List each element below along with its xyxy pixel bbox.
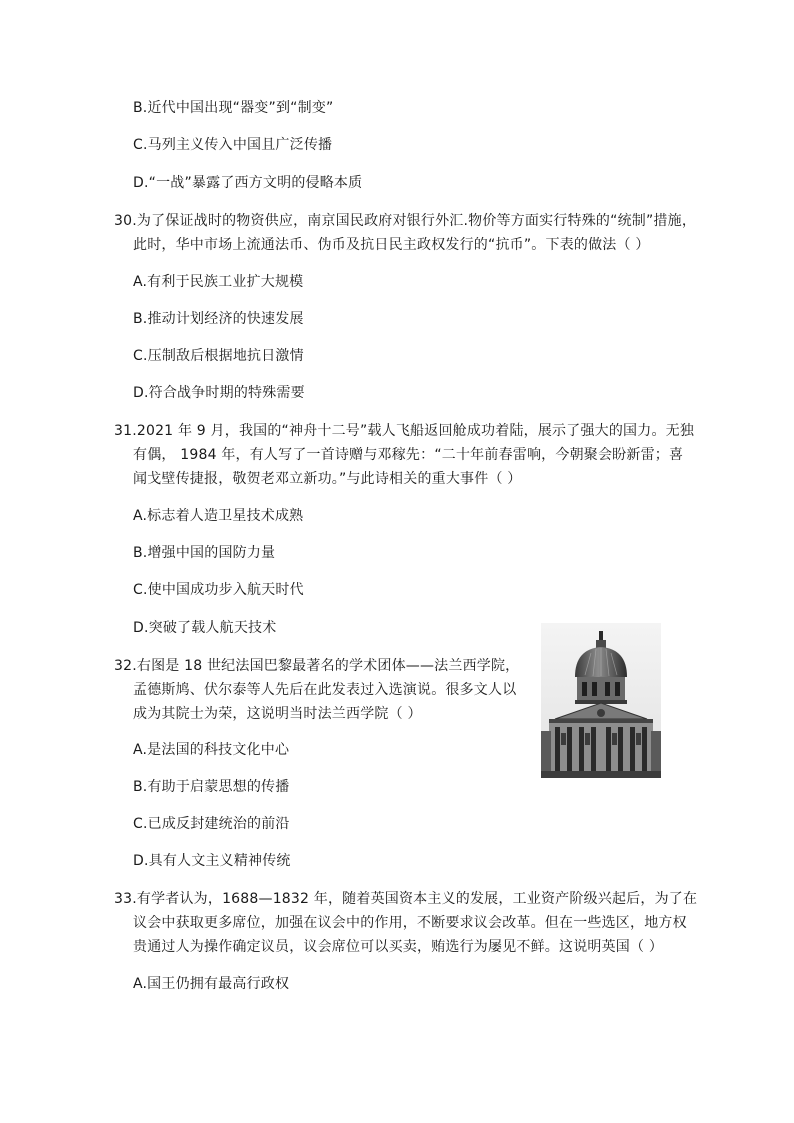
- q32-option-b: B.有助于启蒙思想的传播: [133, 779, 290, 795]
- q31-option-a: A.标志着人造卫星技术成熟: [133, 508, 304, 524]
- q32-option-d: D.具有人文主义精神传统: [133, 853, 291, 869]
- q30-option-d: D.符合战争时期的特殊需要: [133, 385, 305, 401]
- q30-option-c: C.压制敌后根据地抗日激情: [133, 348, 304, 364]
- q32-option-c: C.已成反封建统治的前沿: [133, 816, 290, 832]
- q31-stem-line2: 有偶， 1984 年，有人写了一首诗赠与邓稼先：“二十年前春雷响，今朝聚会盼新雷；喜: [133, 447, 684, 463]
- q33-stem-line3: 贵通过人为操作确定议员，议会席位可以买卖，贿选行为屡见不鲜。这说明英国（ ）: [133, 939, 664, 955]
- q31-option-c: C.使中国成功步入航天时代: [133, 582, 304, 598]
- q30-option-b: B.推动计划经济的快速发展: [133, 311, 304, 327]
- q31-stem-line1: 31.2021 年 9 月，我国的“神舟十二号”载人飞船返回舱成功着陆，展示了强大的国力。无独: [114, 423, 695, 439]
- q31-option-d: D.突破了载人航天技术: [133, 620, 277, 636]
- q32-stem-line2: 孟德斯鸠、伏尔泰等人先后在此发表过入选演说。很多文人以: [133, 682, 517, 698]
- q32-stem-line1: 32.右图是 18 世纪法国巴黎最著名的学术团体——法兰西学院，: [114, 658, 520, 674]
- q30-option-a: A.有利于民族工业扩大规模: [133, 274, 304, 290]
- q29-option-d: D.“一战”暴露了西方文明的侵略本质: [133, 175, 363, 191]
- q29-option-c: C.马列主义传入中国且广泛传播: [133, 137, 333, 153]
- q29-option-b: B.近代中国出现“器变”到“制变”: [133, 100, 334, 116]
- q32-option-a: A.是法国的科技文化中心: [133, 742, 290, 758]
- q33-option-a: A.国王仍拥有最高行政权: [133, 976, 290, 992]
- q30-stem-line1: 30.为了保证战时的物资供应，南京国民政府对银行外汇.物价等方面实行特殊的“统制”措施，: [114, 213, 697, 229]
- q31-option-b: B.增强中国的国防力量: [133, 545, 276, 561]
- institut-de-france-photo: [541, 623, 661, 778]
- q33-stem-line1: 33.有学者认为，1688—1832 年，随着英国资本主义的发展，工业资产阶级兴起后，为了在: [114, 891, 698, 907]
- q32-stem-line3: 成为其院士为荣，这说明当时法兰西学院（ ）: [133, 706, 422, 722]
- q31-stem-line3: 闻戈壁传捷报，敬贺老邓立新功。”与此诗相关的重大事件（ ）: [133, 471, 522, 487]
- q30-stem-line2: 此时，华中市场上流通法币、伪币及抗日民主政权发行的“抗币”。下表的做法（ ）: [133, 237, 650, 253]
- q33-stem-line2: 议会中获取更多席位，加强在议会中的作用，不断要求议会改革。但在一些选区，地方权: [133, 915, 687, 931]
